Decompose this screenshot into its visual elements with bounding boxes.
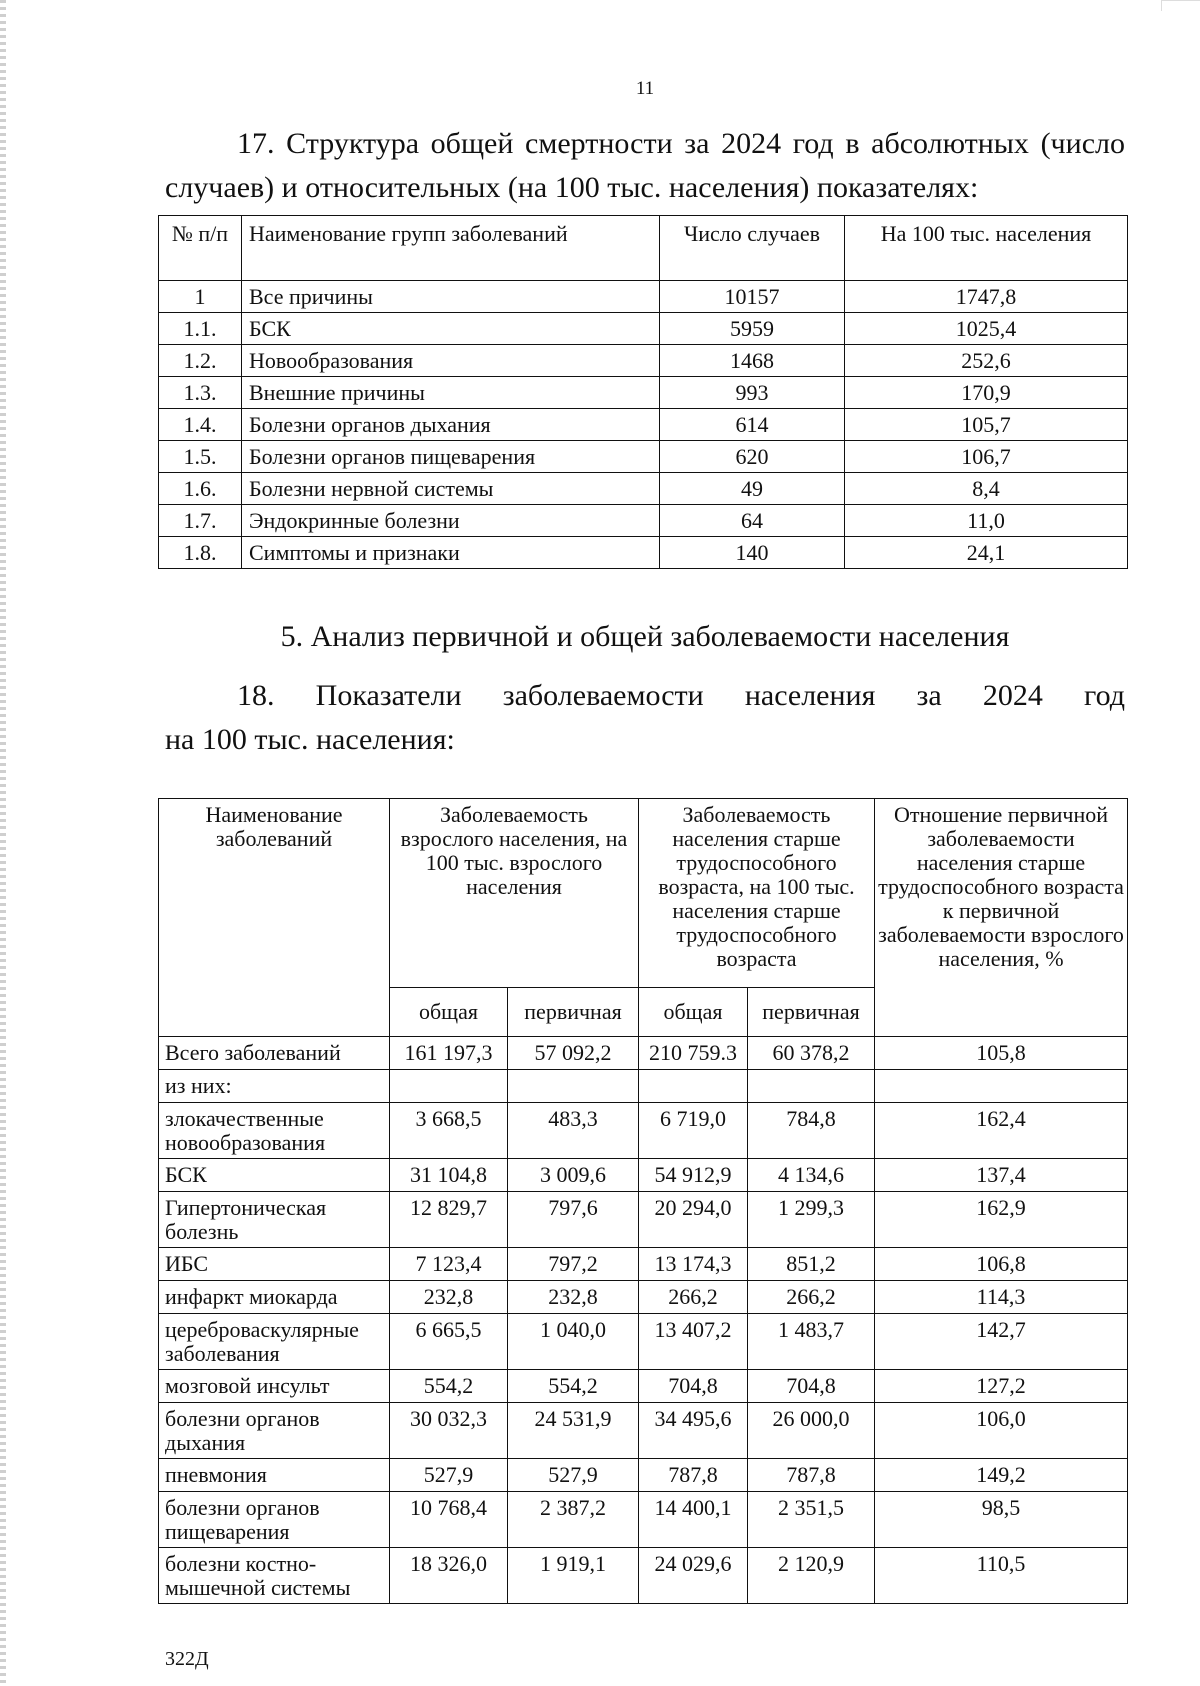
rate-per-100k: 1025,4 xyxy=(845,313,1128,345)
table-row xyxy=(159,1103,1128,1159)
case-count: 614 xyxy=(660,409,845,441)
table-18-heading-line1: 18. Показатели заболеваемости населения за 2024 год xyxy=(237,679,1125,712)
scan-binding-edge xyxy=(0,0,6,1686)
adult-primary: 797,6 xyxy=(508,1192,639,1248)
header-elder-morbidity: Заболеваемость населения старше трудоспособного возраста, на 100 тыс. населения старше трудоспособного возраста xyxy=(639,799,875,988)
rate-per-100k: 170,9 xyxy=(845,377,1128,409)
disease-name: болезни органов дыхания xyxy=(159,1403,390,1459)
header-elder-general: общая xyxy=(639,988,748,1037)
elder-primary: 26 000,0 xyxy=(748,1403,875,1459)
rate-per-100k: 105,7 xyxy=(845,409,1128,441)
header-ratio: Отношение первичной заболеваемости населения старше трудоспособного возраста к первичной заболеваемости взрослого населения, % xyxy=(875,799,1128,1037)
ratio-percent: 162,4 xyxy=(875,1103,1128,1159)
disease-name: злокачественные новообразования xyxy=(159,1103,390,1159)
ratio-percent xyxy=(875,1070,1128,1103)
disease-name: Гипертоническая болезнь xyxy=(159,1192,390,1248)
case-count: 10157 xyxy=(660,281,845,313)
table-row xyxy=(159,1070,1128,1103)
disease-group: Внешние причины xyxy=(242,377,660,409)
elder-general xyxy=(639,1070,748,1103)
ratio-percent: 127,2 xyxy=(875,1370,1128,1403)
table-row xyxy=(159,1159,1128,1192)
table-body xyxy=(159,1037,1128,1604)
table-row xyxy=(159,1492,1128,1548)
elder-primary: 851,2 xyxy=(748,1248,875,1281)
header-number: № п/п xyxy=(159,216,242,281)
adult-primary: 57 092,2 xyxy=(508,1037,639,1070)
table-row xyxy=(159,1548,1128,1604)
row-number: 1 xyxy=(159,281,242,313)
adult-general: 6 665,5 xyxy=(390,1314,508,1370)
adult-primary: 527,9 xyxy=(508,1459,639,1492)
row-number: 1.5. xyxy=(159,441,242,473)
disease-name: ИБС xyxy=(159,1248,390,1281)
table-row xyxy=(159,1248,1128,1281)
header-disease-name: Наименование заболеваний xyxy=(159,799,390,1037)
table-row xyxy=(159,345,1128,377)
adult-primary: 797,2 xyxy=(508,1248,639,1281)
disease-group: Симптомы и признаки xyxy=(242,537,660,569)
table-row xyxy=(159,441,1128,473)
row-number: 1.4. xyxy=(159,409,242,441)
header-case-count: Число случаев xyxy=(660,216,845,281)
disease-name: Всего заболеваний xyxy=(159,1037,390,1070)
elder-general: 24 029,6 xyxy=(639,1548,748,1604)
row-number: 1.8. xyxy=(159,537,242,569)
elder-general: 14 400,1 xyxy=(639,1492,748,1548)
elder-primary: 1 483,7 xyxy=(748,1314,875,1370)
ratio-percent: 106,0 xyxy=(875,1403,1128,1459)
adult-general: 10 768,4 xyxy=(390,1492,508,1548)
disease-group: Эндокринные болезни xyxy=(242,505,660,537)
adult-general: 554,2 xyxy=(390,1370,508,1403)
table-row xyxy=(159,1281,1128,1314)
table-17-heading: 17. Структура общей смертности за 2024 год в абсолютных (число случаев) и относительных (на 100 тыс. населения) показателях: xyxy=(165,127,1125,204)
adult-general: 161 197,3 xyxy=(390,1037,508,1070)
ratio-percent: 137,4 xyxy=(875,1159,1128,1192)
elder-general: 704,8 xyxy=(639,1370,748,1403)
elder-general: 34 495,6 xyxy=(639,1403,748,1459)
elder-primary: 787,8 xyxy=(748,1459,875,1492)
adult-general xyxy=(390,1070,508,1103)
adult-primary: 24 531,9 xyxy=(508,1403,639,1459)
adult-primary: 554,2 xyxy=(508,1370,639,1403)
case-count: 140 xyxy=(660,537,845,569)
adult-general: 31 104,8 xyxy=(390,1159,508,1192)
ratio-percent: 142,7 xyxy=(875,1314,1128,1370)
disease-name: инфаркт миокарда xyxy=(159,1281,390,1314)
adult-primary: 483,3 xyxy=(508,1103,639,1159)
table-row xyxy=(159,505,1128,537)
table-row xyxy=(159,473,1128,505)
table-row xyxy=(159,1370,1128,1403)
elder-primary: 704,8 xyxy=(748,1370,875,1403)
elder-primary: 266,2 xyxy=(748,1281,875,1314)
disease-name: цереброваскулярные заболевания xyxy=(159,1314,390,1370)
ratio-percent: 162,9 xyxy=(875,1192,1128,1248)
adult-general: 30 032,3 xyxy=(390,1403,508,1459)
disease-group: Все причины xyxy=(242,281,660,313)
header-adult-general: общая xyxy=(390,988,508,1037)
ratio-percent: 149,2 xyxy=(875,1459,1128,1492)
table-18-heading-line2: на 100 тыс. населения: xyxy=(165,723,455,756)
rate-per-100k: 8,4 xyxy=(845,473,1128,505)
elder-primary: 1 299,3 xyxy=(748,1192,875,1248)
mortality-structure-table xyxy=(158,215,1128,569)
case-count: 5959 xyxy=(660,313,845,345)
disease-group: БСК xyxy=(242,313,660,345)
adult-general: 3 668,5 xyxy=(390,1103,508,1159)
table-row xyxy=(159,1403,1128,1459)
elder-general: 6 719,0 xyxy=(639,1103,748,1159)
disease-name: болезни костно-мышечной системы xyxy=(159,1548,390,1604)
elder-general: 54 912,9 xyxy=(639,1159,748,1192)
case-count: 993 xyxy=(660,377,845,409)
table-18-heading xyxy=(165,674,1125,762)
adult-primary: 232,8 xyxy=(508,1281,639,1314)
adult-primary: 2 387,2 xyxy=(508,1492,639,1548)
table-row xyxy=(159,1459,1128,1492)
header-disease-group: Наименование групп заболеваний xyxy=(242,216,660,281)
rate-per-100k: 11,0 xyxy=(845,505,1128,537)
rate-per-100k: 106,7 xyxy=(845,441,1128,473)
adult-primary: 1 040,0 xyxy=(508,1314,639,1370)
table-row xyxy=(159,409,1128,441)
elder-primary: 4 134,6 xyxy=(748,1159,875,1192)
elder-general: 13 174,3 xyxy=(639,1248,748,1281)
row-number: 1.1. xyxy=(159,313,242,345)
adult-primary: 1 919,1 xyxy=(508,1548,639,1604)
case-count: 620 xyxy=(660,441,845,473)
row-number: 1.2. xyxy=(159,345,242,377)
table-header-row xyxy=(159,216,1128,281)
adult-general: 527,9 xyxy=(390,1459,508,1492)
ratio-percent: 98,5 xyxy=(875,1492,1128,1548)
adult-primary xyxy=(508,1070,639,1103)
rate-per-100k: 1747,8 xyxy=(845,281,1128,313)
row-number: 1.7. xyxy=(159,505,242,537)
elder-primary: 2 351,5 xyxy=(748,1492,875,1548)
disease-group: Болезни нервной системы xyxy=(242,473,660,505)
table-row xyxy=(159,377,1128,409)
table-row xyxy=(159,1037,1128,1070)
footer-code: 322Д xyxy=(165,1648,209,1670)
page-number: 11 xyxy=(635,78,655,99)
adult-primary: 3 009,6 xyxy=(508,1159,639,1192)
elder-general: 266,2 xyxy=(639,1281,748,1314)
case-count: 64 xyxy=(660,505,845,537)
adult-general: 12 829,7 xyxy=(390,1192,508,1248)
disease-name: болезни органов пищеварения xyxy=(159,1492,390,1548)
header-elder-primary: первичная xyxy=(748,988,875,1037)
elder-primary: 60 378,2 xyxy=(748,1037,875,1070)
ratio-percent: 105,8 xyxy=(875,1037,1128,1070)
table-row xyxy=(159,281,1128,313)
table-row xyxy=(159,1314,1128,1370)
elder-primary: 2 120,9 xyxy=(748,1548,875,1604)
case-count: 1468 xyxy=(660,345,845,377)
row-number: 1.6. xyxy=(159,473,242,505)
elder-primary xyxy=(748,1070,875,1103)
table-row xyxy=(159,313,1128,345)
elder-general: 13 407,2 xyxy=(639,1314,748,1370)
disease-name: из них: xyxy=(159,1070,390,1103)
morbidity-table xyxy=(158,798,1128,1604)
rate-per-100k: 252,6 xyxy=(845,345,1128,377)
disease-name: пневмония xyxy=(159,1459,390,1492)
header-rate: На 100 тыс. населения xyxy=(845,216,1128,281)
table-body xyxy=(159,281,1128,569)
scan-corner-mark xyxy=(1161,0,1200,11)
disease-name: БСК xyxy=(159,1159,390,1192)
table-header-row xyxy=(159,799,1128,988)
rate-per-100k: 24,1 xyxy=(845,537,1128,569)
table-row xyxy=(159,537,1128,569)
row-number: 1.3. xyxy=(159,377,242,409)
adult-general: 18 326,0 xyxy=(390,1548,508,1604)
elder-general: 787,8 xyxy=(639,1459,748,1492)
header-adult-primary: первичная xyxy=(508,988,639,1037)
case-count: 49 xyxy=(660,473,845,505)
ratio-percent: 114,3 xyxy=(875,1281,1128,1314)
table-row xyxy=(159,1192,1128,1248)
disease-group: Новообразования xyxy=(242,345,660,377)
elder-general: 210 759.3 xyxy=(639,1037,748,1070)
ratio-percent: 106,8 xyxy=(875,1248,1128,1281)
elder-general: 20 294,0 xyxy=(639,1192,748,1248)
adult-general: 7 123,4 xyxy=(390,1248,508,1281)
section-title: 5. Анализ первичной и общей заболеваемости населения xyxy=(280,620,1010,653)
ratio-percent: 110,5 xyxy=(875,1548,1128,1604)
disease-name: мозговой инсульт xyxy=(159,1370,390,1403)
elder-primary: 784,8 xyxy=(748,1103,875,1159)
header-adult-morbidity: Заболеваемость взрослого населения, на 100 тыс. взрослого населения xyxy=(390,799,639,988)
disease-group: Болезни органов дыхания xyxy=(242,409,660,441)
adult-general: 232,8 xyxy=(390,1281,508,1314)
disease-group: Болезни органов пищеварения xyxy=(242,441,660,473)
